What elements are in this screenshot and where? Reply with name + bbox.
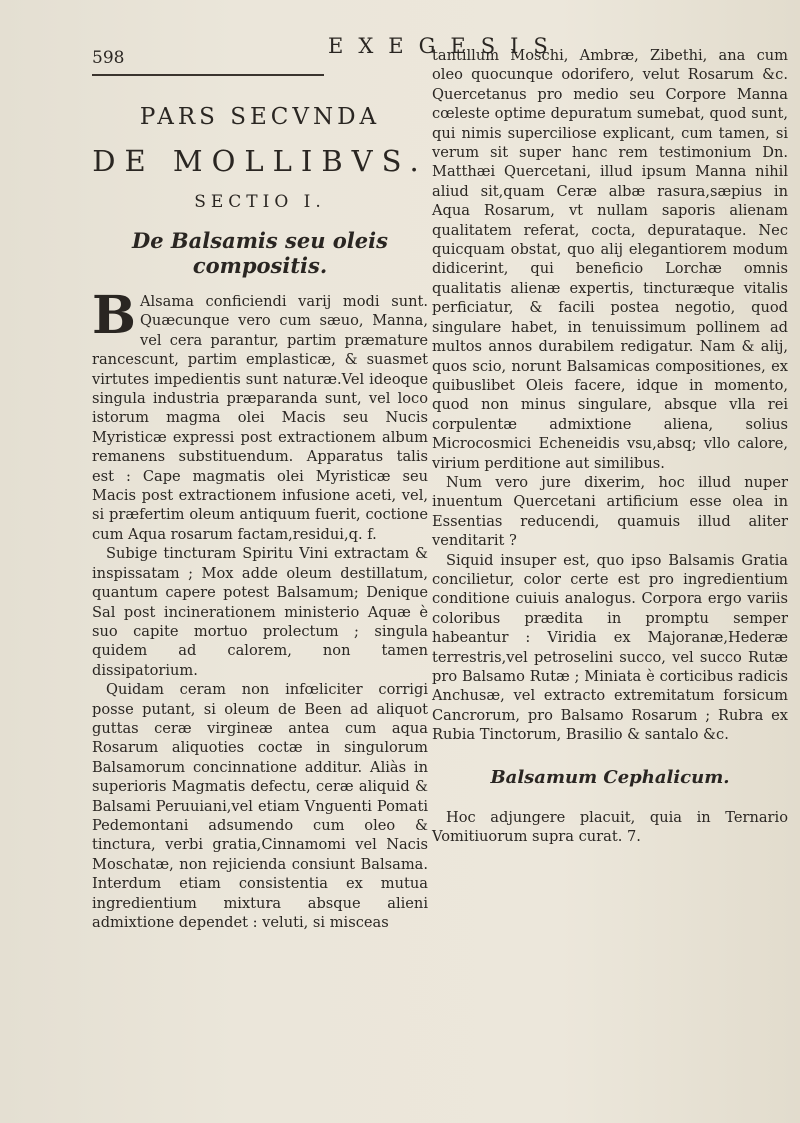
paragraph-2: Subige tincturam Spiritu Vini extractam & inspissatam ; Mox adde oleum destillatum, quantum capere potest Balsamum; Denique Sal post incinerationem ministerio Aquæ è suo capite mortuo prolectum ; singula quidem ad calorem, non tamen dissipatorium. [92,545,428,679]
page-number: 598 [92,48,125,68]
paragraph-1-text: Alsama conficiendi varij modi sunt. Quæcunque vero cum sæuo, Manna, vel cera parantur, partim præmature rancescunt, partim emplasticæ, & suasmet virtutes impedientis sunt naturæ.Vel ideoque singula industria præparanda sunt, vel loco istorum magma olei Macis seu Nucis Myristicæ expressi post extractionem album remanens substituendum. Apparatus talis est : Cape magmatis olei Myristicæ seu Macis post extractionem infusione aceti, vel, si præfertim oleum antiquum fuerit, coctione cum Aqua rosarum factam,residui,q. f. [92,293,428,543]
drop-cap: B [92,285,136,346]
paragraph-5: Num vero jure dixerim, hoc illud nuper inuentum Quercetani artificium esse olea in Essentias reducendi, quamuis illud aliter venditarit ? [432,473,788,550]
section-number: SECTIO I. [194,192,326,212]
section-title: De Balsamis seu oleis compositis. [132,228,388,278]
paragraph-6: Siquid insuper est, quo ipso Balsamis Gratia concilietur, color certe est pro ingredientium conditione cuiuis analogus. Corpora ergo variis coloribus prædita in promptu semper habeantur : Viridia ex Majoranæ,Hederæ terrestris,vel petroselini succo, vel succo Rutæ pro Balsamo Rutæ ; Miniata è corticibus radicis Anchusæ, vel extracto extremitatum forsicum Cancrorum, pro Balsamo Rosarum ; Rubra ex Rubia Tinctorum, Brasilio & santalo &c. [432,551,788,744]
section-part: PARS SECVNDA [139,104,381,130]
paragraph-1 [92,285,428,544]
running-head: EXEGESIS [328,34,563,58]
section-heading: DE MOLLIBVS. [92,144,428,178]
paragraph-4: tantillum Moschi, Ambræ, Zibethi, ana cum oleo quocunque odorifero, velut Rosarum &c. Quercetanus pro medio seu Corpore Manna cœleste optime depuratum sumebat, quod sunt, qui nimis superciliose explicant, cum tamen, si verum sit super hanc rem testimonium Dn. Matthæi Quercetani, illud ipsum Manna nihil aliud sit,quam Ceræ albæ rasura,sæpius in Aqua Rosarum, vt nullam saporis alienam qualitatem referat, cocta, depurataque. Nec quicquam obstat, quo alij elegantiorem modum didicerint, qui beneficio Lorchæ omnis qualitatis alienæ expertis, tincturæque vitalis perficiatur, & facili postea negotio, quod singulare habet, in tenuissimum pollinem ad multos annos durabilem redigatur. Nam & alij, quos scio, norunt Balsamicas compositiones, ex quibuslibet Oleis facere, idque in momento, quod non minus singulare, absque vlla rei corpulentæ admixtione aliena, solius Microcosmici Echeneidis vsu,absq; vllo calore, virium perditione aut similibus. [432,47,788,472]
left-column [92,104,428,932]
header-rule [92,74,324,76]
paragraph-3: Quidam ceram non infœliciter corrigi posse putant, si oleum de Been ad aliquot guttas ceræ virgineæ antea cum aqua Rosarum aliquoties coctæ in singulorum Balsamorum concinnatione additur. Aliàs in superioris Magmatis defectu, ceræ aliquid & Balsami Peruuiani,vel etiam Vnguenti Pomati Pedemontani adsumendo cum oleo & tinctura, verbi gratia,Cinnamomi vel Nacis Moschatæ, non rejicienda consiunt Balsama. Interdum etiam consistentia ex mutua ingredientium mixtura absque alieni admixtione dependet : veluti, si misceas [92,681,428,931]
paragraph-7: Hoc adjungere placuit, quia in Ternario Vomitiuorum supra curat. 7. [432,808,788,846]
sub-heading: Balsamum Cephalicum. [490,766,730,788]
right-column [432,46,788,846]
